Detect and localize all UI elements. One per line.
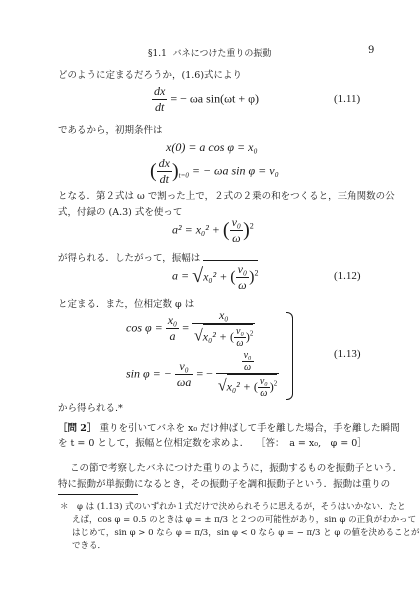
problem-2-line2: を t = 0 として，振幅と位相定数を求めよ． — [58, 438, 250, 449]
equation-1-12-lhs: a = — [172, 268, 190, 283]
equation-number-1-12: (1.12) — [334, 270, 361, 282]
problem-label: ［問 2］ — [58, 423, 97, 434]
paragraph-line: 特に振動が単振動になるとき，その振動子を調和振動子という．振動は重りの — [58, 479, 391, 490]
equation-1-13-cos: cos φ = $\frac{\text{x₀}}{a}$ = x₀ √x₀² + ( $\frac{\text{v₀}}{\omega}$ )$^2$ — [126, 308, 254, 349]
initial-condition-1: x(0) = a cos φ = x₀ — [166, 140, 258, 154]
equation-a-squared: a² = x₀² + ( $\frac{\text{v₀}}{\omega}$ )$^2$ — [172, 215, 254, 245]
equation-1-11 — [152, 84, 259, 115]
section-number: §1.1 — [148, 49, 167, 59]
equation-1-13-sin: sin φ = − $\frac{\text{v₀}}{\omega a}$ = − $\frac{\text{v₀}}{\omega}$ √x₀² + ( $\frac{\text{v₀}}{\omega}$ )$^2$ — [126, 350, 278, 399]
equation-number-1-13: (1.13) — [334, 348, 361, 360]
right-brace — [286, 312, 293, 400]
problem-2-answer: ［答： a = x₀, φ = 0］ — [256, 438, 367, 449]
paragraph-line: であるから，初期条件は — [58, 125, 163, 136]
section-title: バネにつけた重りの振動 — [172, 49, 272, 59]
running-header — [148, 46, 271, 59]
footnote-line: ＊ φ は (1.13) 式のいずれか１式だけで決められそうに思えるが，そうはいかない．たと — [60, 502, 406, 512]
paragraph-line: 式，付録の (A.3) 式を使って — [58, 207, 183, 218]
paragraph-line: となる．第２式は ω で割った上で，２式の２乗の和をつくると，三角関数の公 — [58, 191, 395, 202]
footnote-line: えば，cos φ = 0.5 のときは φ = ± π/3 と２つの可能性があり，sin φ の正負がわかって — [72, 515, 417, 525]
paragraph-line: どのように定まるだろうか，(1.6)式により — [58, 70, 243, 81]
equation-a-squared-lhs: a² = x₀² + — [172, 222, 220, 237]
footnote-line: できる． — [72, 541, 107, 551]
paragraph-line: から得られる.* — [58, 403, 123, 414]
equation-number-1-11: (1.11) — [334, 93, 361, 105]
fraction-dx-dt: $\frac{dx}{dt}$ — [154, 84, 166, 114]
paragraph-line: この節で考察したバネにつけた重りのように，振動するものを振動子という． — [70, 463, 403, 474]
footnote-rule — [58, 494, 138, 495]
page-number: 9 — [368, 45, 375, 56]
paragraph-line: と定まる．また，位相定数 φ は — [58, 299, 195, 310]
paragraph-line: が得られる．したがって，振幅は — [58, 253, 201, 264]
footnote-line: はじめて，sin φ > 0 なら φ = π/3，sin φ < 0 なら φ = − π/3 と φ の値を決めることが — [72, 528, 420, 538]
initial-condition-2: ( $\frac{dx}{dt}$ )$_{t=0}$ = − ωa sin φ = v₀ — [150, 156, 279, 186]
problem-2-line1: ［問 2］ 重りを引いてバネを x₀ だけ伸ばして手を離した場合，手を離した瞬間 — [58, 423, 400, 434]
initial-condition-2-rhs: = − ωa sin φ = v₀ — [191, 163, 279, 178]
equation-1-12: a = √x₀² + ( $\frac{\text{v₀}}{\omega}$ )$^2$ — [172, 262, 259, 292]
equation-1-11-rhs: = − ωa sin(ωt + φ) — [170, 91, 260, 106]
